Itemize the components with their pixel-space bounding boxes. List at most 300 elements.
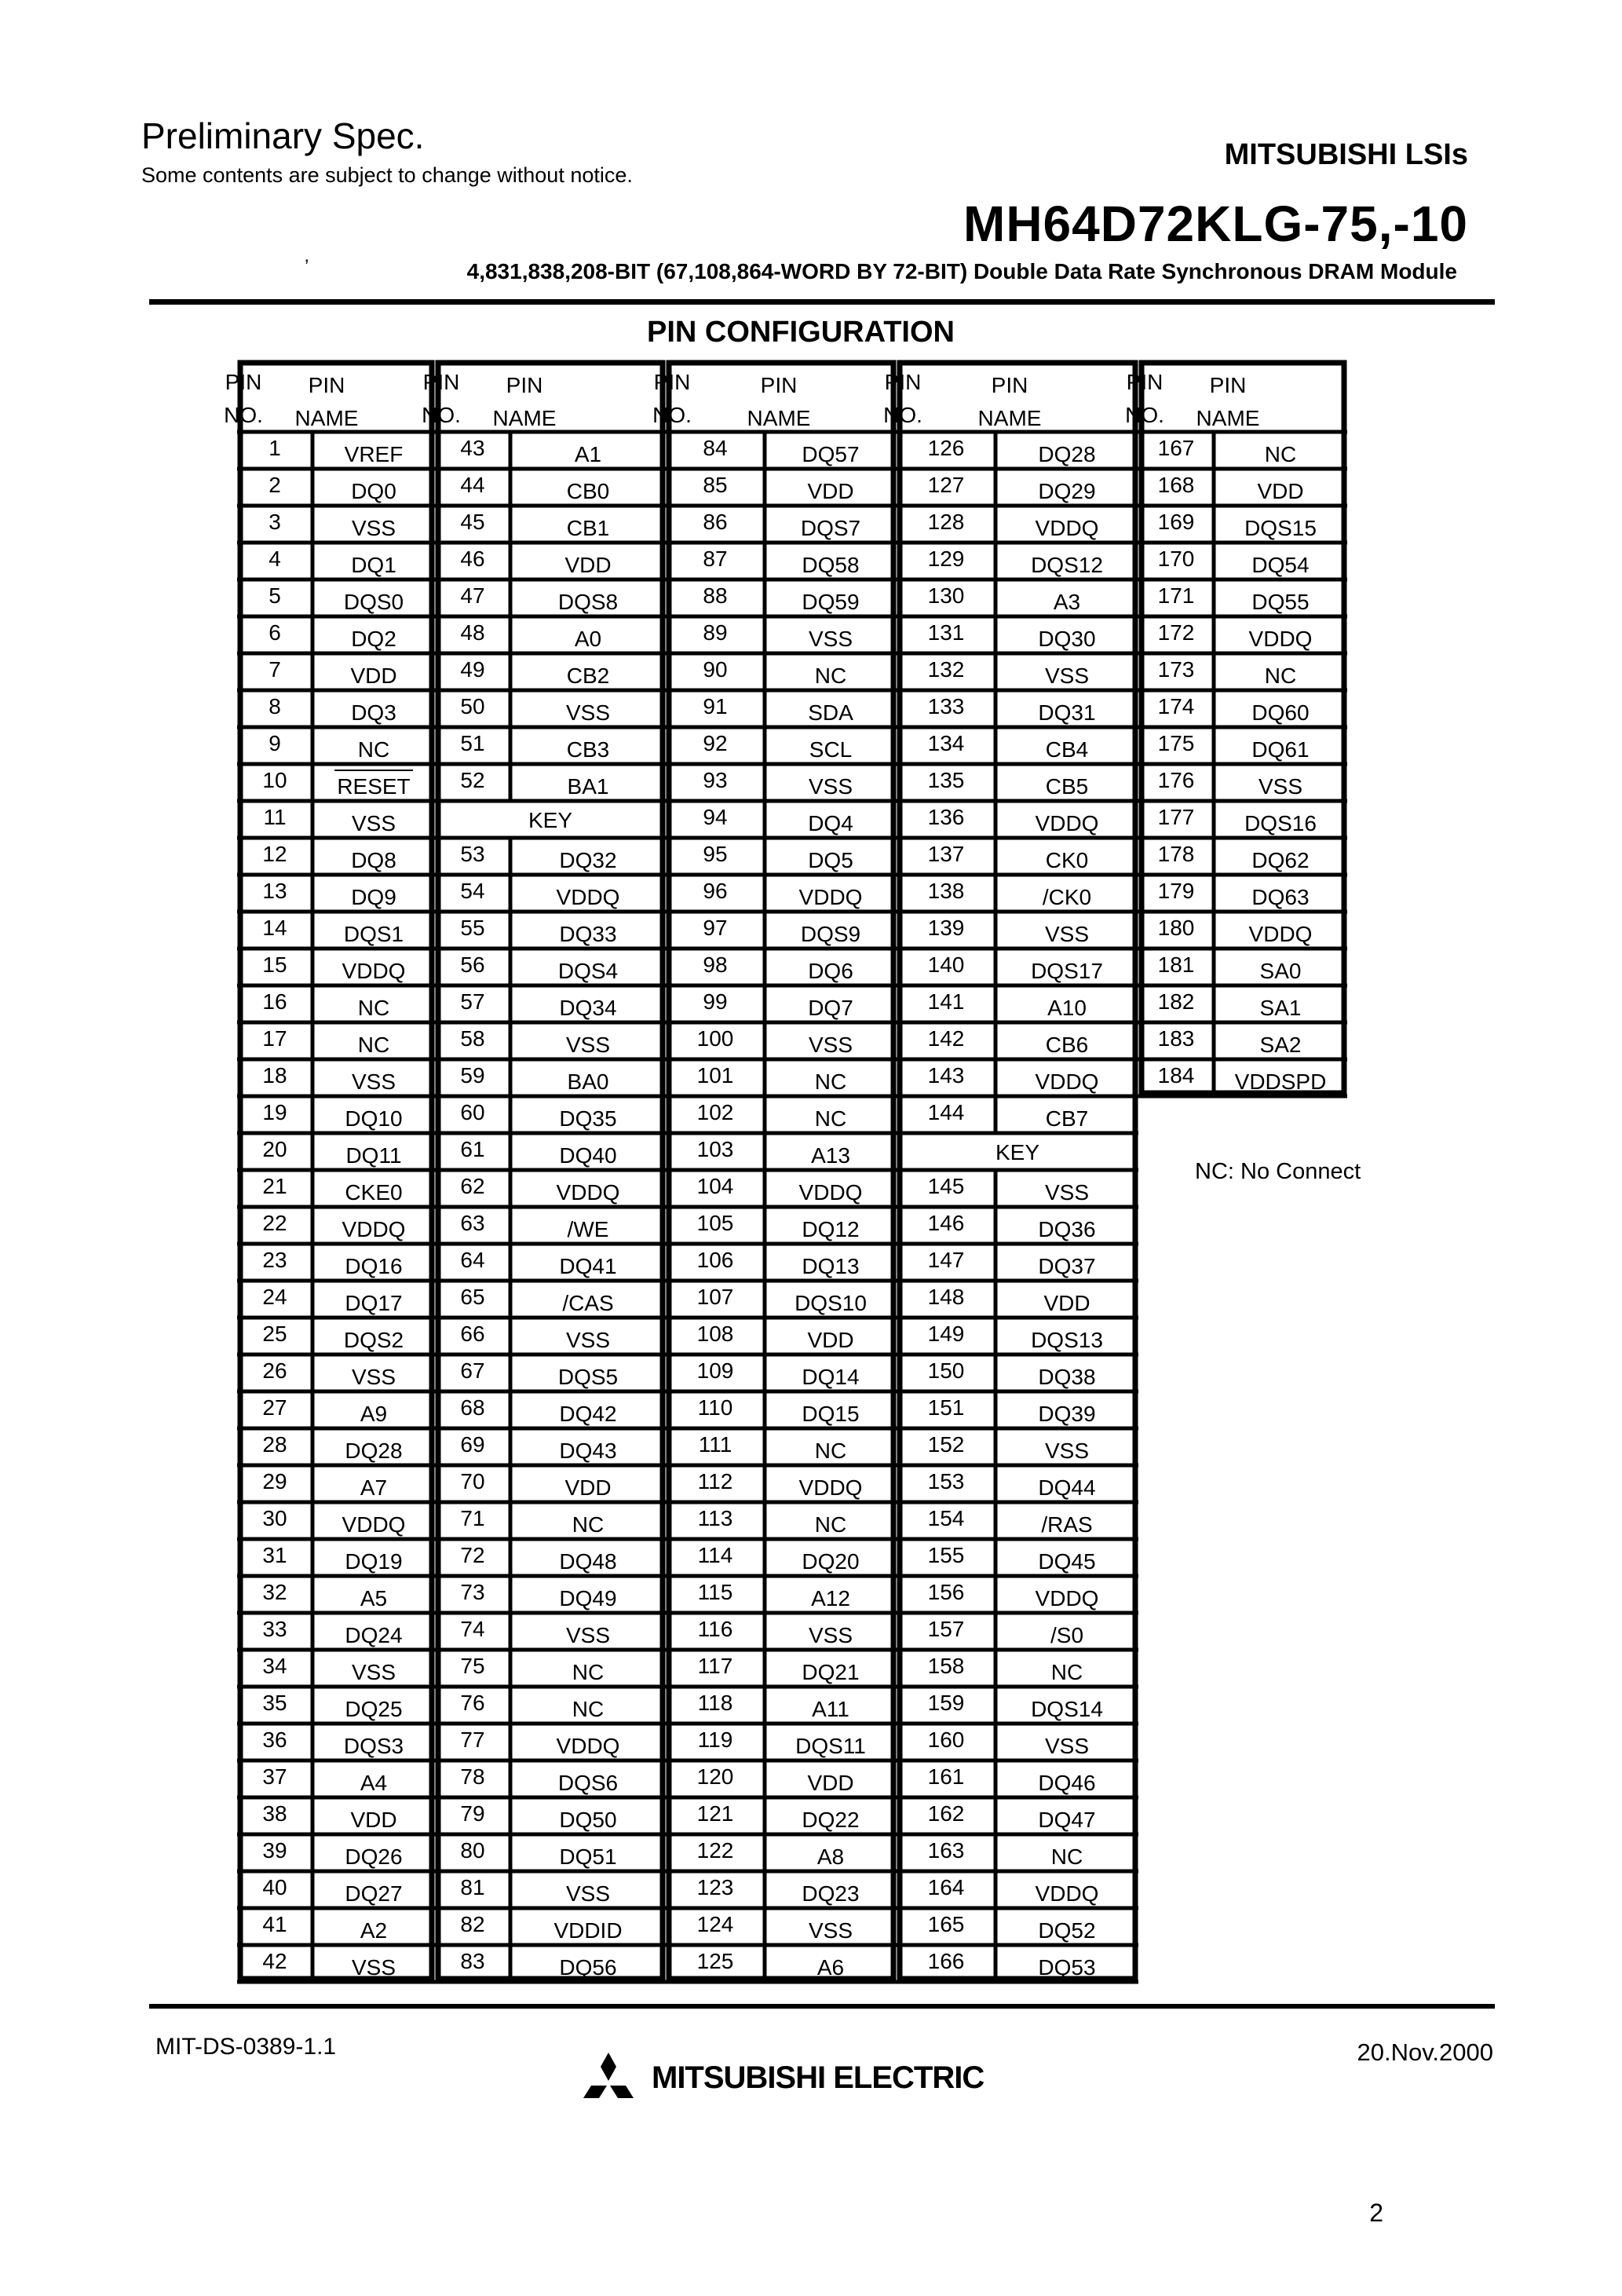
pin-name: DQS4 bbox=[557, 959, 619, 983]
pin-name: DQ29 bbox=[1038, 479, 1096, 503]
pin-number: 100 bbox=[696, 1026, 734, 1051]
pin-name: DQ24 bbox=[345, 1623, 403, 1647]
pin-number: 2 bbox=[269, 473, 281, 497]
pin-name: DQ9 bbox=[351, 885, 396, 909]
pin-number: 142 bbox=[927, 1026, 965, 1051]
pin-name: RESET bbox=[337, 774, 411, 799]
pin-number: 117 bbox=[697, 1654, 733, 1678]
pin-number: 41 bbox=[262, 1912, 287, 1936]
pin-number: 132 bbox=[927, 657, 965, 682]
pin-name: VDD bbox=[1043, 1291, 1090, 1315]
pin-number: 122 bbox=[696, 1838, 734, 1863]
pin-number: 69 bbox=[460, 1432, 485, 1457]
pin-number: 141 bbox=[927, 989, 965, 1014]
pin-number: 1 bbox=[269, 436, 281, 460]
pin-number: 17 bbox=[262, 1026, 287, 1051]
pin-name: VDDQ bbox=[1035, 811, 1099, 835]
pin-number: 32 bbox=[262, 1580, 287, 1604]
pin-number: 52 bbox=[460, 768, 485, 792]
header-pin-no: NO. bbox=[224, 403, 263, 427]
pin-number: 8 bbox=[269, 694, 281, 718]
pin-name: DQ27 bbox=[345, 1881, 403, 1906]
pin-name: DQ49 bbox=[559, 1586, 617, 1610]
pin-number: 116 bbox=[697, 1617, 733, 1641]
pin-name: NC bbox=[814, 1512, 847, 1537]
pin-number: 38 bbox=[262, 1801, 287, 1826]
pin-number: 177 bbox=[1157, 805, 1195, 829]
pin-name: DQ28 bbox=[345, 1439, 403, 1463]
pin-name: VSS bbox=[351, 1955, 396, 1980]
pin-number: 74 bbox=[460, 1617, 485, 1641]
pin-number: 140 bbox=[927, 952, 965, 977]
pin-name: DQ25 bbox=[345, 1697, 403, 1721]
pin-number: 115 bbox=[697, 1580, 733, 1604]
pin-number: 153 bbox=[927, 1469, 965, 1493]
pin-name: DQS8 bbox=[557, 590, 619, 614]
pin-number: 171 bbox=[1157, 583, 1195, 608]
pin-name: DQ30 bbox=[1038, 627, 1096, 651]
pin-number: 20 bbox=[262, 1137, 287, 1161]
pin-number: 55 bbox=[460, 916, 485, 940]
pin-number: 72 bbox=[460, 1543, 485, 1567]
pin-number: 158 bbox=[927, 1654, 965, 1678]
pin-name: DQ40 bbox=[559, 1143, 617, 1168]
header-pin-no: PIN bbox=[884, 370, 922, 394]
pin-number: 93 bbox=[703, 768, 728, 792]
pin-number: 172 bbox=[1157, 620, 1195, 645]
pin-number: 24 bbox=[262, 1285, 287, 1309]
key-cell: KEY bbox=[528, 808, 573, 832]
pin-name: A4 bbox=[360, 1771, 388, 1795]
pin-number: 33 bbox=[262, 1617, 287, 1641]
pin-name: DQ43 bbox=[559, 1439, 617, 1463]
pin-name: VDDQ bbox=[798, 885, 863, 909]
pin-number: 134 bbox=[927, 731, 965, 755]
pin-name: VDD bbox=[807, 1771, 854, 1795]
pin-name: A10 bbox=[1047, 996, 1087, 1020]
pin-number: 135 bbox=[927, 768, 965, 792]
pin-number: 86 bbox=[703, 510, 728, 534]
pin-name: A2 bbox=[360, 1918, 388, 1943]
pin-name: A3 bbox=[1053, 590, 1081, 614]
pin-name: CK0 bbox=[1045, 848, 1089, 872]
pin-number: 70 bbox=[460, 1469, 485, 1493]
pin-name: CB5 bbox=[1045, 774, 1089, 799]
pin-number: 96 bbox=[703, 879, 728, 903]
pin-name: DQS17 bbox=[1031, 959, 1103, 983]
pin-name: DQ23 bbox=[802, 1881, 860, 1906]
pin-number: 95 bbox=[703, 842, 728, 866]
pin-number: 184 bbox=[1157, 1063, 1195, 1088]
pin-name: VSS bbox=[1258, 774, 1303, 799]
pin-name: DQ33 bbox=[559, 922, 617, 946]
pin-name: NC bbox=[1264, 442, 1297, 466]
pin-number: 168 bbox=[1157, 473, 1195, 497]
pin-number: 169 bbox=[1157, 510, 1195, 534]
pin-name: DQ15 bbox=[802, 1402, 860, 1426]
pin-name: DQ2 bbox=[351, 627, 396, 651]
pin-name: DQ47 bbox=[1038, 1808, 1096, 1832]
pin-name: DQ11 bbox=[345, 1143, 402, 1168]
pin-name: DQ26 bbox=[345, 1844, 403, 1869]
pin-name: DQ22 bbox=[802, 1808, 860, 1832]
header-pin-no: PIN bbox=[225, 370, 262, 394]
pin-name: DQ8 bbox=[351, 848, 396, 872]
pin-number: 49 bbox=[460, 657, 485, 682]
pin-name: DQ35 bbox=[559, 1106, 617, 1131]
pin-number: 111 bbox=[698, 1432, 732, 1457]
pin-name: VDDQ bbox=[1035, 1586, 1099, 1610]
pin-number: 9 bbox=[269, 731, 281, 755]
pin-name: DQS7 bbox=[800, 516, 861, 540]
pin-number: 162 bbox=[927, 1801, 965, 1826]
pin-name: VSS bbox=[1044, 664, 1090, 688]
pin-number: 67 bbox=[460, 1358, 485, 1383]
pin-number: 94 bbox=[703, 805, 728, 829]
pin-name: /RAS bbox=[1041, 1512, 1093, 1537]
pin-number: 113 bbox=[697, 1506, 733, 1530]
header-pin-name: NAME bbox=[294, 406, 359, 430]
pin-name: DQS0 bbox=[343, 590, 404, 614]
pin-number: 89 bbox=[703, 620, 728, 645]
pin-name: DQ21 bbox=[802, 1660, 860, 1684]
pin-name: VDDQ bbox=[1035, 1881, 1099, 1906]
module-description: 4,831,838,208-BIT (67,108,864-WORD BY 72-BIT) Double Data Rate Synchronous DRAM Module bbox=[466, 259, 1457, 283]
pin-number: 3 bbox=[269, 510, 281, 534]
pin-name: DQS16 bbox=[1244, 811, 1317, 835]
pin-name: NC bbox=[814, 1439, 847, 1463]
pin-number: 138 bbox=[927, 879, 965, 903]
pin-name: DQS12 bbox=[1031, 553, 1103, 577]
pin-name: DQ10 bbox=[345, 1106, 403, 1131]
pin-name: NC bbox=[1050, 1660, 1083, 1684]
pin-name: VDD bbox=[350, 1808, 397, 1832]
key-cell: KEY bbox=[995, 1140, 1040, 1164]
pin-name: DQ58 bbox=[802, 553, 860, 577]
pin-name: CB6 bbox=[1045, 1033, 1089, 1057]
pin-number: 15 bbox=[262, 952, 287, 977]
header-pin-name: PIN bbox=[991, 373, 1028, 397]
pin-name: DQ57 bbox=[802, 442, 860, 466]
pin-number: 34 bbox=[262, 1654, 287, 1678]
pin-number: 71 bbox=[460, 1506, 485, 1530]
brand-label: MITSUBISHI LSIs bbox=[1224, 138, 1468, 171]
pin-number: 62 bbox=[460, 1174, 485, 1198]
pin-name: DQ63 bbox=[1251, 885, 1310, 909]
pin-name: DQ52 bbox=[1038, 1918, 1096, 1943]
pin-name: DQ34 bbox=[559, 996, 617, 1020]
pin-name: DQ3 bbox=[351, 700, 396, 725]
pin-name: VSS bbox=[565, 1881, 611, 1906]
header-pin-name: NAME bbox=[492, 406, 557, 430]
pin-name: DQ54 bbox=[1251, 553, 1310, 577]
pin-number: 114 bbox=[697, 1543, 733, 1567]
header-pin-no: NO. bbox=[652, 403, 692, 427]
pin-name: DQ6 bbox=[808, 959, 853, 983]
pin-number: 97 bbox=[703, 916, 728, 940]
pin-name: VDDQ bbox=[798, 1180, 863, 1205]
pin-number: 124 bbox=[696, 1912, 734, 1936]
pin-name: DQ0 bbox=[351, 479, 396, 503]
pin-name: VDDQ bbox=[1248, 922, 1313, 946]
pin-name: DQ51 bbox=[559, 1844, 617, 1869]
pin-number: 18 bbox=[262, 1063, 287, 1088]
pin-number: 68 bbox=[460, 1395, 485, 1420]
pin-name: VDDQ bbox=[556, 1180, 620, 1205]
pin-number: 139 bbox=[927, 916, 965, 940]
pin-number: 36 bbox=[262, 1727, 287, 1752]
pin-name: /S0 bbox=[1050, 1623, 1084, 1647]
header-pin-name: PIN bbox=[760, 373, 798, 397]
pin-number: 165 bbox=[927, 1912, 965, 1936]
pin-name: VDD bbox=[350, 664, 397, 688]
pin-number: 60 bbox=[460, 1100, 485, 1124]
pin-number: 104 bbox=[696, 1174, 734, 1198]
section-title: PIN CONFIGURATION bbox=[647, 316, 955, 349]
pin-name: VSS bbox=[351, 811, 396, 835]
pin-number: 91 bbox=[703, 694, 728, 718]
pin-name: NC bbox=[357, 737, 390, 762]
pin-name: VDD bbox=[564, 1475, 612, 1500]
pin-number: 59 bbox=[460, 1063, 485, 1088]
pin-number: 6 bbox=[269, 620, 281, 645]
document-id: MIT-DS-0389-1.1 bbox=[155, 2034, 337, 2060]
part-number: MH64D72KLG-75,-10 bbox=[963, 196, 1468, 252]
pin-name: VSS bbox=[565, 1328, 611, 1352]
pin-number: 133 bbox=[927, 694, 965, 718]
pin-name: A13 bbox=[811, 1143, 850, 1168]
pin-number: 79 bbox=[460, 1801, 485, 1826]
pin-number: 80 bbox=[460, 1838, 485, 1863]
pin-number: 7 bbox=[269, 657, 281, 682]
pin-number: 12 bbox=[262, 842, 287, 866]
pin-number: 56 bbox=[460, 952, 485, 977]
header-pin-name: PIN bbox=[1209, 373, 1247, 397]
pin-name: VREF bbox=[344, 442, 404, 466]
pin-number: 131 bbox=[927, 620, 965, 645]
pin-name: A8 bbox=[816, 1844, 845, 1869]
pin-name: NC bbox=[357, 1033, 390, 1057]
pin-number: 39 bbox=[262, 1838, 287, 1863]
pin-number: 146 bbox=[927, 1211, 965, 1235]
pin-name: DQ36 bbox=[1038, 1217, 1096, 1241]
pin-number: 110 bbox=[697, 1395, 733, 1420]
pin-name: SA0 bbox=[1259, 959, 1302, 983]
pin-number: 179 bbox=[1157, 879, 1195, 903]
footer-rule bbox=[149, 2004, 1495, 2009]
pin-number: 176 bbox=[1157, 768, 1195, 792]
pin-number: 58 bbox=[460, 1026, 485, 1051]
pin-name: VSS bbox=[1044, 922, 1090, 946]
pin-name: /CK0 bbox=[1042, 885, 1092, 909]
pin-name: VSS bbox=[351, 1069, 396, 1094]
pin-number: 118 bbox=[697, 1691, 733, 1715]
pin-number: 29 bbox=[262, 1469, 287, 1493]
pin-name: DQS1 bbox=[343, 922, 404, 946]
pin-number: 157 bbox=[927, 1617, 965, 1641]
pin-name: VDDQ bbox=[342, 1512, 406, 1537]
pin-name: VDDQ bbox=[556, 1734, 620, 1758]
pin-name: VSS bbox=[808, 627, 853, 651]
pin-number: 35 bbox=[262, 1691, 287, 1715]
pin-name: DQ7 bbox=[808, 996, 853, 1020]
pin-name: DQ48 bbox=[559, 1549, 617, 1574]
pin-name: DQ59 bbox=[802, 590, 860, 614]
pin-number: 182 bbox=[1157, 989, 1195, 1014]
pin-number: 102 bbox=[696, 1100, 734, 1124]
pin-number: 64 bbox=[460, 1248, 485, 1272]
pin-name: VDDSPD bbox=[1234, 1069, 1327, 1094]
header-pin-no: PIN bbox=[653, 370, 691, 394]
pin-name: DQ60 bbox=[1251, 700, 1310, 725]
pin-name: DQS13 bbox=[1031, 1328, 1103, 1352]
pin-name: BA1 bbox=[567, 774, 609, 799]
pin-number: 129 bbox=[927, 547, 965, 571]
pin-number: 166 bbox=[927, 1949, 965, 1973]
pin-number: 37 bbox=[262, 1764, 287, 1789]
pin-name: NC bbox=[357, 996, 390, 1020]
pin-name: NC bbox=[814, 1069, 847, 1094]
pin-name: DQ4 bbox=[808, 811, 853, 835]
pin-number: 46 bbox=[460, 547, 485, 571]
pin-number: 150 bbox=[927, 1358, 965, 1383]
pin-number: 77 bbox=[460, 1727, 485, 1752]
pin-name: DQS11 bbox=[795, 1734, 866, 1758]
pin-name: VSS bbox=[565, 1033, 611, 1057]
pin-name: NC bbox=[814, 664, 847, 688]
pin-name: SA1 bbox=[1259, 996, 1302, 1020]
pin-name: DQ44 bbox=[1038, 1475, 1096, 1500]
pin-number: 23 bbox=[262, 1248, 287, 1272]
pin-number: 120 bbox=[696, 1764, 734, 1789]
pin-name: DQ37 bbox=[1038, 1254, 1096, 1278]
pin-number: 107 bbox=[696, 1285, 734, 1309]
pin-name: DQ62 bbox=[1251, 848, 1310, 872]
pin-name: VDD bbox=[1257, 479, 1304, 503]
pin-number: 105 bbox=[696, 1211, 734, 1235]
pin-name: A9 bbox=[360, 1402, 388, 1426]
pin-name: SCL bbox=[809, 737, 853, 762]
pin-name: VDDQ bbox=[556, 885, 620, 909]
pin-number: 98 bbox=[703, 952, 728, 977]
pin-number: 43 bbox=[460, 436, 485, 460]
pin-number: 28 bbox=[262, 1432, 287, 1457]
pin-name: CB2 bbox=[566, 664, 610, 688]
pin-name: NC bbox=[814, 1106, 847, 1131]
pin-name: A0 bbox=[574, 627, 602, 651]
pin-number: 159 bbox=[927, 1691, 965, 1715]
pin-name: DQS14 bbox=[1031, 1697, 1103, 1721]
pin-number: 10 bbox=[262, 768, 287, 792]
pin-number: 99 bbox=[703, 989, 728, 1014]
pin-name: CB1 bbox=[566, 516, 610, 540]
pin-name: VSS bbox=[808, 1033, 853, 1057]
pin-number: 109 bbox=[696, 1358, 734, 1383]
pin-name: DQ28 bbox=[1038, 442, 1096, 466]
pin-name: SDA bbox=[808, 700, 853, 725]
pin-name: BA0 bbox=[567, 1069, 609, 1094]
header-pin-no: NO. bbox=[1125, 403, 1164, 427]
preliminary-spec-label: Preliminary Spec. bbox=[141, 115, 425, 156]
pin-name: DQ53 bbox=[1038, 1955, 1096, 1980]
pin-name: CB0 bbox=[566, 479, 610, 503]
header-pin-no: PIN bbox=[422, 370, 460, 394]
pin-number: 173 bbox=[1157, 657, 1195, 682]
pin-name: VDDQ bbox=[1248, 627, 1313, 651]
pin-name: NC bbox=[1050, 1844, 1083, 1869]
pin-number: 57 bbox=[460, 989, 485, 1014]
pin-number: 161 bbox=[927, 1764, 965, 1789]
pin-number: 73 bbox=[460, 1580, 485, 1604]
pin-number: 106 bbox=[696, 1248, 734, 1272]
pin-name: DQ45 bbox=[1038, 1549, 1096, 1574]
pin-name: DQ55 bbox=[1251, 590, 1310, 614]
pin-name: DQS6 bbox=[557, 1771, 619, 1795]
header-pin-name: NAME bbox=[1196, 406, 1260, 430]
header-pin-name: NAME bbox=[977, 406, 1042, 430]
pin-name: CKE0 bbox=[345, 1180, 403, 1205]
pin-name: SA2 bbox=[1259, 1033, 1302, 1057]
pin-name: DQ14 bbox=[802, 1365, 860, 1389]
header-pin-no: NO. bbox=[883, 403, 922, 427]
pin-name: VSS bbox=[351, 1660, 396, 1684]
pin-name: NC bbox=[572, 1697, 605, 1721]
pin-number: 50 bbox=[460, 694, 485, 718]
pin-number: 167 bbox=[1157, 436, 1195, 460]
document-date: 20.Nov.2000 bbox=[1357, 2038, 1493, 2066]
pin-number: 4 bbox=[269, 547, 281, 571]
pin-number: 61 bbox=[460, 1137, 485, 1161]
pin-number: 183 bbox=[1157, 1026, 1195, 1051]
pin-name: VDD bbox=[807, 1328, 854, 1352]
pin-number: 163 bbox=[927, 1838, 965, 1863]
pin-name: VSS bbox=[808, 1918, 853, 1943]
pin-name: VDDID bbox=[553, 1918, 623, 1943]
pin-name: DQ39 bbox=[1038, 1402, 1096, 1426]
pin-name: VDDQ bbox=[1035, 516, 1099, 540]
pin-number: 27 bbox=[262, 1395, 287, 1420]
pin-number: 119 bbox=[697, 1727, 733, 1752]
pin-name: DQ20 bbox=[802, 1549, 860, 1574]
pin-number: 103 bbox=[696, 1137, 734, 1161]
pin-name: /CAS bbox=[562, 1291, 614, 1315]
pin-name: VSS bbox=[1044, 1180, 1090, 1205]
pin-name: DQ31 bbox=[1038, 700, 1096, 725]
page-number: 2 bbox=[1369, 2199, 1383, 2227]
pin-name: DQ1 bbox=[351, 553, 396, 577]
pin-number: 54 bbox=[460, 879, 485, 903]
pin-name: A12 bbox=[811, 1586, 850, 1610]
pin-number: 66 bbox=[460, 1322, 485, 1346]
pin-name: VDDQ bbox=[798, 1475, 863, 1500]
pin-name: DQ46 bbox=[1038, 1771, 1096, 1795]
pin-number: 108 bbox=[696, 1322, 734, 1346]
pin-name: DQS3 bbox=[343, 1734, 404, 1758]
pin-number: 85 bbox=[703, 473, 728, 497]
pin-name: DQS15 bbox=[1244, 516, 1317, 540]
pin-number: 128 bbox=[927, 510, 965, 534]
pin-number: 83 bbox=[460, 1949, 485, 1973]
pin-name: VDD bbox=[564, 553, 612, 577]
pin-number: 87 bbox=[703, 547, 728, 571]
pin-name: VSS bbox=[808, 774, 853, 799]
pin-number: 13 bbox=[262, 879, 287, 903]
pin-number: 81 bbox=[460, 1875, 485, 1899]
pin-number: 136 bbox=[927, 805, 965, 829]
pin-name: A11 bbox=[812, 1697, 849, 1721]
pin-name: VDDQ bbox=[342, 1217, 406, 1241]
pin-name: DQ50 bbox=[559, 1808, 617, 1832]
